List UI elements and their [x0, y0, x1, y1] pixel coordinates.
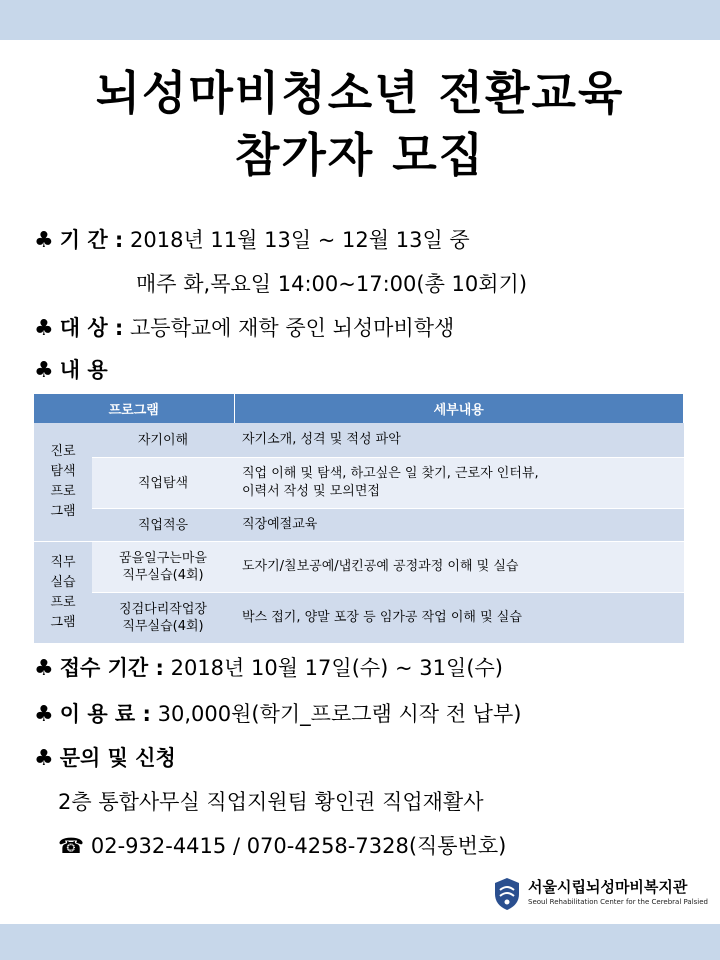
- target-value: 고등학교에 재학 중인 뇌성마비학생: [130, 316, 455, 340]
- table-row: [34, 458, 684, 509]
- club-bullet-icon: ♣: [34, 656, 54, 681]
- phone-icon: ☎: [58, 834, 85, 858]
- period-label: 기 간 :: [59, 228, 124, 252]
- organization-name: 서울시립뇌성마비복지관: [528, 878, 688, 896]
- header-program: 프로그램: [34, 394, 234, 423]
- table-row: [34, 593, 684, 644]
- content-line: [34, 356, 108, 385]
- category-practice: 직무 실습 프로 그램: [34, 542, 92, 644]
- program-detail: 직업 이해 및 탐색, 하고싶은 일 찾기, 근로자 인터뷰, 이력서 작성 및 모의면접: [234, 458, 684, 509]
- program-detail: 도자기/칠보공예/냅킨공예 공정과정 이해 및 실습: [234, 542, 684, 593]
- program-detail: 자기소개, 성격 및 적성 파악: [234, 423, 684, 458]
- program-name: 꿈을일구는마을 직무실습(4회): [92, 542, 234, 593]
- period-line: [34, 226, 470, 255]
- table-row: [34, 542, 684, 593]
- club-bullet-icon: ♣: [34, 746, 54, 771]
- program-detail: 박스 접기, 양말 포장 등 임가공 작업 이해 및 실습: [234, 593, 684, 644]
- content-label: 내 용: [59, 358, 108, 382]
- program-name: 직업탐색: [92, 458, 234, 509]
- top-band: [0, 0, 720, 40]
- page-title: 뇌성마비청소년 전환교육: [95, 66, 625, 120]
- phone-line: [58, 832, 506, 860]
- organization-logo: [490, 872, 710, 918]
- program-name: 자기이해: [92, 423, 234, 458]
- organization-english-name: Seoul Rehabilitation Center for the Cerebral Palsied: [528, 898, 709, 906]
- bottom-band: [0, 924, 720, 960]
- reception-value: 2018년 10월 17일(수) ~ 31일(수): [170, 656, 503, 680]
- inquiry-contact: 2층 통합사무실 직업지원팀 황인권 직업재활사: [58, 790, 484, 814]
- target-line: [34, 314, 454, 343]
- club-bullet-icon: ♣: [34, 228, 54, 253]
- period-detail: 매주 화,목요일 14:00~17:00(총 10회기): [136, 272, 528, 296]
- program-name: 직업적응: [92, 509, 234, 542]
- target-label: 대 상 :: [59, 316, 124, 340]
- fee-line: [34, 700, 521, 729]
- emblem-icon: [492, 876, 522, 912]
- reception-label: 접수 기간 :: [59, 656, 164, 680]
- program-detail: 직장예절교육: [234, 509, 684, 542]
- period-value: 2018년 11월 13일 ~ 12월 13일 중: [130, 228, 470, 252]
- phone-numbers: 02-932-4415 / 070-4258-7328(직통번호): [90, 834, 507, 858]
- reception-line: [34, 654, 503, 683]
- program-table: [34, 394, 684, 644]
- table-row: [34, 509, 684, 542]
- page-subtitle: 참가자 모집: [234, 128, 486, 182]
- inquiry-label: 문의 및 신청: [59, 746, 176, 770]
- fee-value: 30,000원(학기_프로그램 시작 전 납부): [157, 702, 522, 726]
- category-career: 진로 탐색 프로 그램: [34, 423, 92, 542]
- club-bullet-icon: ♣: [34, 358, 54, 383]
- table-row: [34, 423, 684, 458]
- club-bullet-icon: ♣: [34, 316, 54, 341]
- inquiry-line: [34, 744, 176, 773]
- fee-label: 이 용 료 :: [59, 702, 151, 726]
- table-header-row: [34, 394, 684, 423]
- program-name: 징검다리작업장 직무실습(4회): [92, 593, 234, 644]
- header-detail: 세부내용: [234, 394, 684, 423]
- club-bullet-icon: ♣: [34, 702, 54, 727]
